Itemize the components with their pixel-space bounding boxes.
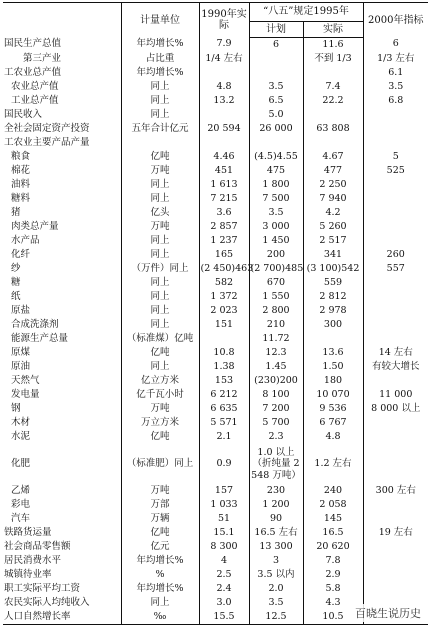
row-unit: 同上 xyxy=(121,318,199,332)
row-item-name: 水泥 xyxy=(3,430,121,444)
row-1990-actual: 2.4 xyxy=(199,582,249,596)
row-item-name: 化肥 xyxy=(3,444,121,484)
row-1995-actual: 240 xyxy=(303,484,363,498)
table-row xyxy=(3,276,428,290)
row-1990-actual: 1 237 xyxy=(199,234,249,248)
row-1990-actual: 3.0 xyxy=(199,596,249,610)
table-row xyxy=(3,66,428,80)
row-item-name: 汽车 xyxy=(3,512,121,526)
row-item-name: 农业总产值 xyxy=(3,80,121,94)
row-1995-plan: 3.5 以内 xyxy=(249,568,303,582)
row-unit: 亿吨 xyxy=(121,430,199,444)
row-1995-plan: 3.5 xyxy=(249,206,303,220)
row-1995-actual: 11.6 xyxy=(303,38,363,53)
row-item-name: 能源生产总量 xyxy=(3,332,121,346)
row-unit: 同上 xyxy=(121,290,199,304)
header-actual: 实际 xyxy=(303,22,363,38)
row-item-name: 工农业主要产品产量 xyxy=(3,136,121,150)
table-row xyxy=(3,122,428,136)
row-1990-actual: 1 372 xyxy=(199,290,249,304)
table-row xyxy=(3,346,428,360)
row-1990-actual: 7 215 xyxy=(199,192,249,206)
row-unit: 亿千瓦小时 xyxy=(121,388,199,402)
table-row xyxy=(3,38,428,53)
row-item-name: 彩电 xyxy=(3,498,121,512)
row-1995-actual: 2 058 xyxy=(303,498,363,512)
table-row xyxy=(3,498,428,512)
row-1990-actual: 13.2 xyxy=(199,94,249,108)
row-1995-plan xyxy=(249,136,303,150)
table-row xyxy=(3,206,428,220)
row-unit: 万辆 xyxy=(121,512,199,526)
row-1995-actual: (3 100)542 xyxy=(303,262,363,276)
row-2000-target xyxy=(363,122,428,136)
table-row xyxy=(3,512,428,526)
row-1995-plan xyxy=(249,66,303,80)
row-1995-plan: 2 800 xyxy=(249,304,303,318)
row-1995-actual xyxy=(303,136,363,150)
row-1990-actual: 153 xyxy=(199,374,249,388)
row-unit: 同上 xyxy=(121,304,199,318)
table-row xyxy=(3,136,428,150)
row-2000-target: 1/3 左右 xyxy=(377,52,415,64)
row-1990-actual: 4.46 xyxy=(199,150,249,164)
row-unit: 亿头 xyxy=(121,206,199,220)
row-1995-actual: 2.9 xyxy=(303,568,363,582)
row-item-name: 国民生产总值 xyxy=(3,38,121,53)
row-2000-target xyxy=(363,108,428,122)
row-1995-plan: (4.5)4.55 xyxy=(249,150,303,164)
row-1995-plan: 5.0 xyxy=(249,108,303,122)
row-item-name: 水产品 xyxy=(3,234,121,248)
row-1995-actual: 4.67 xyxy=(303,150,363,164)
header-plan: 计划 xyxy=(249,22,303,38)
row-unit: 年均增长% xyxy=(121,38,199,53)
row-item-name: 原油 xyxy=(3,360,121,374)
row-1995-plan: 11.72 xyxy=(249,332,303,346)
row-1990-actual xyxy=(199,108,249,122)
row-unit: （标准肥）同上 xyxy=(121,444,199,484)
row-item-name: 钢 xyxy=(3,402,121,416)
row-1995-plan: 3 xyxy=(249,554,303,568)
row-1995-plan: 200 xyxy=(249,248,303,262)
row-unit: 亿吨 xyxy=(121,526,199,540)
row-2000-target xyxy=(363,234,428,248)
row-1995-plan: 13 300 xyxy=(249,540,303,554)
table-row xyxy=(3,430,428,444)
row-1995-actual: 不到 1/3 xyxy=(303,52,363,66)
row-1990-actual: 2 857 xyxy=(199,220,249,234)
row-1990-actual: 51 xyxy=(199,512,249,526)
row-unit: 万吨 xyxy=(121,484,199,498)
row-2000-target: 11 000 xyxy=(379,388,413,400)
row-1990-actual: 6 212 xyxy=(199,388,249,402)
row-1995-actual: 2 812 xyxy=(303,290,363,304)
row-1995-plan: 8 100 xyxy=(249,388,303,402)
row-1990-actual: 20 594 xyxy=(199,122,249,136)
row-2000-target: 300 左右 xyxy=(375,484,416,496)
table-row xyxy=(3,568,428,582)
row-1995-actual xyxy=(303,66,363,80)
row-unit: 同上 xyxy=(121,360,199,374)
row-1995-actual: 16.5 xyxy=(303,526,363,540)
header-unit: 计量单位 xyxy=(121,3,199,38)
row-2000-target xyxy=(363,304,428,318)
row-unit: 亿元 xyxy=(121,540,199,554)
table-row xyxy=(3,318,428,332)
row-2000-target: 6.1 xyxy=(388,66,404,78)
table-row xyxy=(3,540,428,554)
row-1995-actual: 7.8 xyxy=(303,554,363,568)
table-row xyxy=(3,332,428,346)
row-unit: 五年合计亿元 xyxy=(121,122,199,136)
row-1990-actual: 451 xyxy=(199,164,249,178)
row-item-name: 工业总产值 xyxy=(3,94,121,108)
row-1990-actual xyxy=(199,66,249,80)
row-unit: % xyxy=(121,568,199,582)
row-1995-actual: 4.8 xyxy=(303,430,363,444)
row-1990-actual: 1.38 xyxy=(199,360,249,374)
row-unit: 年均增长% xyxy=(121,66,199,80)
row-1995-actual: 300 xyxy=(303,318,363,332)
row-item-name: 木材 xyxy=(3,416,121,430)
table-body xyxy=(3,38,428,625)
row-1995-plan: 3.5 xyxy=(249,596,303,610)
row-unit: 万吨 xyxy=(121,402,199,416)
row-item-name: 发电量 xyxy=(3,388,121,402)
row-2000-target xyxy=(363,220,428,234)
row-item-name: 社会商品零售额 xyxy=(3,540,121,554)
row-1990-actual: 165 xyxy=(199,248,249,262)
table-row xyxy=(3,484,428,498)
row-2000-target xyxy=(363,136,428,150)
row-1995-plan: 7 500 xyxy=(249,192,303,206)
row-item-name: 工农业总产值 xyxy=(3,66,121,80)
row-unit: 同上 xyxy=(121,234,199,248)
row-item-name: 原盐 xyxy=(3,304,121,318)
row-1995-actual: 4.2 xyxy=(303,206,363,220)
table-row xyxy=(3,234,428,248)
row-item-name: 原煤 xyxy=(3,346,121,360)
table-row xyxy=(3,52,428,66)
data-table-sheet xyxy=(3,2,428,625)
watermark: 百晓生说历史 xyxy=(352,604,424,622)
row-item-name: 化纤 xyxy=(3,248,121,262)
row-1995-actual: 180 xyxy=(303,374,363,388)
row-item-name: 铁路货运量 xyxy=(3,526,121,540)
row-1995-actual xyxy=(303,332,363,346)
row-1990-actual: 1/4 左右 xyxy=(199,52,249,66)
economic-indicators-table xyxy=(3,2,428,625)
table-row xyxy=(3,360,428,374)
table-row xyxy=(3,444,428,484)
row-1995-plan: 16.5 左右 xyxy=(249,526,303,540)
table-row xyxy=(3,178,428,192)
table-row xyxy=(3,80,428,94)
row-unit: （万件）同上 xyxy=(121,262,199,276)
row-item-name: 糖 xyxy=(3,276,121,290)
table-row xyxy=(3,290,428,304)
row-2000-target: 14 左右 xyxy=(378,346,413,358)
row-1995-actual: 2 250 xyxy=(303,178,363,192)
row-item-name: 全社会固定资产投资 xyxy=(3,122,121,136)
row-1995-actual: 559 xyxy=(303,276,363,290)
row-1990-actual: 582 xyxy=(199,276,249,290)
row-item-name: 天然气 xyxy=(3,374,121,388)
row-1995-plan: 12.3 xyxy=(249,346,303,360)
row-1990-actual: 10.8 xyxy=(199,346,249,360)
row-2000-target xyxy=(363,290,428,304)
table-row xyxy=(3,108,428,122)
row-1995-actual: 2 978 xyxy=(303,304,363,318)
row-1995-plan: 670 xyxy=(249,276,303,290)
table-row xyxy=(3,220,428,234)
row-unit: 同上 xyxy=(121,596,199,610)
row-unit: 同上 xyxy=(121,276,199,290)
row-1995-actual: 9 536 xyxy=(303,402,363,416)
row-1995-actual: 477 xyxy=(303,164,363,178)
row-1995-actual: 6 767 xyxy=(303,416,363,430)
row-1990-actual: 4.8 xyxy=(199,80,249,94)
row-1990-actual: 8 300 xyxy=(199,540,249,554)
row-unit: 万吨 xyxy=(121,164,199,178)
row-unit: 同上 xyxy=(121,248,199,262)
row-unit: 同上 xyxy=(121,178,199,192)
row-unit: 万立方米 xyxy=(121,416,199,430)
row-1995-actual: 1.50 xyxy=(303,360,363,374)
row-unit: 占比重 xyxy=(121,52,199,66)
row-item-name: 合成洗涤剂 xyxy=(3,318,121,332)
row-1995-plan: 3.5 xyxy=(249,80,303,94)
row-item-name: 人口自然增长率 xyxy=(3,610,121,625)
table-row xyxy=(3,402,428,416)
row-1995-plan: 1 200 xyxy=(249,498,303,512)
row-2000-target: 5 xyxy=(392,150,399,162)
row-unit: （标准煤）亿吨 xyxy=(121,332,199,346)
row-1990-actual: 7.9 xyxy=(199,38,249,53)
row-1995-plan: 230 xyxy=(249,484,303,498)
table-row xyxy=(3,150,428,164)
row-2000-target: 19 左右 xyxy=(378,526,413,538)
row-1995-plan: (230)200 xyxy=(249,374,303,388)
row-2000-target xyxy=(363,568,428,582)
row-1995-plan: 1.0 以上 （折纯量 2 548 万吨） xyxy=(249,444,303,484)
row-2000-target: 557 xyxy=(386,262,405,274)
row-1990-actual: 1 613 xyxy=(199,178,249,192)
row-2000-target xyxy=(363,206,428,220)
row-1990-actual: 1 033 xyxy=(199,498,249,512)
row-1995-plan: 1 800 xyxy=(249,178,303,192)
row-1995-actual: 22.2 xyxy=(303,94,363,108)
row-2000-target xyxy=(363,554,428,568)
row-1990-actual: 2.5 xyxy=(199,568,249,582)
row-1995-actual: 20 620 xyxy=(303,540,363,554)
row-1990-actual: 6 635 xyxy=(199,402,249,416)
row-1995-actual: 7.4 xyxy=(303,80,363,94)
row-item-name: 乙烯 xyxy=(3,484,121,498)
row-1995-plan: 2.0 xyxy=(249,582,303,596)
table-row xyxy=(3,416,428,430)
table-row xyxy=(3,304,428,318)
table-row xyxy=(3,554,428,568)
row-unit: 同上 xyxy=(121,80,199,94)
row-2000-target xyxy=(363,582,428,596)
table-row xyxy=(3,164,428,178)
row-1995-actual: 10 070 xyxy=(303,388,363,402)
row-1995-plan: 5 700 xyxy=(249,416,303,430)
row-1995-actual: 4.3 xyxy=(303,596,363,610)
row-2000-target xyxy=(363,374,428,388)
row-item-name: 纸 xyxy=(3,290,121,304)
row-1995-plan: 1 450 xyxy=(249,234,303,248)
row-2000-target: 260 xyxy=(386,248,405,260)
row-1990-actual xyxy=(199,136,249,150)
row-2000-target xyxy=(363,178,428,192)
row-1990-actual: 0.9 xyxy=(199,444,249,484)
row-2000-target xyxy=(363,276,428,290)
row-1995-plan: 475 xyxy=(249,164,303,178)
row-1995-plan: 3 000 xyxy=(249,220,303,234)
row-item-name: 肉类总产量 xyxy=(3,220,121,234)
row-unit: 万吨 xyxy=(121,220,199,234)
row-2000-target: 6 xyxy=(392,38,399,50)
row-unit: 同上 xyxy=(121,108,199,122)
header-plan-1995: “八五”规定1995年 xyxy=(249,3,363,22)
row-2000-target xyxy=(363,540,428,554)
row-2000-target xyxy=(363,444,428,484)
row-item-name: 农民实际人均纯收入 xyxy=(3,596,121,610)
header-1990-actual: 1990年实际 xyxy=(199,3,249,38)
row-item-name: 棉花 xyxy=(3,164,121,178)
row-unit: 亿吨 xyxy=(121,150,199,164)
row-unit: 亿吨 xyxy=(121,346,199,360)
row-item-name: 猪 xyxy=(3,206,121,220)
row-2000-target xyxy=(363,332,428,346)
row-1990-actual: 15.1 xyxy=(199,526,249,540)
row-1995-actual xyxy=(303,108,363,122)
row-1995-plan: 7 200 xyxy=(249,402,303,416)
row-2000-target: 有较大增长 xyxy=(371,360,420,372)
row-2000-target xyxy=(363,192,428,206)
row-1995-actual: 145 xyxy=(303,512,363,526)
row-item-name: 第三产业 xyxy=(3,52,121,66)
row-2000-target: 8 000 以上 xyxy=(371,402,421,414)
row-1995-actual: 10.5 xyxy=(303,610,363,625)
row-1995-plan: 210 xyxy=(249,318,303,332)
row-item-name: 城镇待业率 xyxy=(3,568,121,582)
row-item-name: 糖料 xyxy=(3,192,121,206)
table-row xyxy=(3,526,428,540)
row-1995-actual: 1.2 左右 xyxy=(303,444,363,484)
row-unit: 同上 xyxy=(121,94,199,108)
row-2000-target xyxy=(363,318,428,332)
row-1990-actual: 15.5 xyxy=(199,610,249,625)
row-1990-actual: 3.6 xyxy=(199,206,249,220)
row-2000-target: 525 xyxy=(386,164,405,176)
row-1995-actual: 341 xyxy=(303,248,363,262)
row-1995-plan: 6.5 xyxy=(249,94,303,108)
row-2000-target: 6.8 xyxy=(388,94,404,106)
row-2000-target xyxy=(363,416,428,430)
header-item xyxy=(3,3,121,38)
row-unit: 万部 xyxy=(121,498,199,512)
row-unit: 年均增长% xyxy=(121,582,199,596)
row-1990-actual: 2.1 xyxy=(199,430,249,444)
row-1995-actual: 2 517 xyxy=(303,234,363,248)
table-row xyxy=(3,94,428,108)
row-1990-actual: 4 xyxy=(199,554,249,568)
table-row xyxy=(3,388,428,402)
row-unit: 亿立方米 xyxy=(121,374,199,388)
row-1990-actual xyxy=(199,332,249,346)
row-1990-actual: (2 450)463 xyxy=(199,262,249,276)
row-1990-actual: 5 571 xyxy=(199,416,249,430)
row-1995-plan: 6 xyxy=(249,38,303,53)
row-unit: ‰ xyxy=(121,610,199,625)
row-item-name: 国民收入 xyxy=(3,108,121,122)
row-1995-plan: 1.45 xyxy=(249,360,303,374)
row-1995-actual: 5 260 xyxy=(303,220,363,234)
row-1990-actual: 2 023 xyxy=(199,304,249,318)
row-item-name: 居民消费水平 xyxy=(3,554,121,568)
row-1995-plan: 90 xyxy=(249,512,303,526)
header-2000-target: 2000年指标 xyxy=(363,3,428,38)
table-row xyxy=(3,582,428,596)
table-row xyxy=(3,262,428,276)
row-item-name: 纱 xyxy=(3,262,121,276)
row-item-name: 粮食 xyxy=(3,150,121,164)
row-1995-plan: 2.3 xyxy=(249,430,303,444)
row-2000-target: 3.5 xyxy=(388,80,404,92)
row-unit xyxy=(121,136,199,150)
row-1995-actual: 5.8 xyxy=(303,582,363,596)
row-1995-actual: 7 940 xyxy=(303,192,363,206)
row-2000-target xyxy=(363,498,428,512)
table-row xyxy=(3,374,428,388)
row-1990-actual: 151 xyxy=(199,318,249,332)
row-1990-actual: 157 xyxy=(199,484,249,498)
row-2000-target xyxy=(363,430,428,444)
row-1995-actual: 13.6 xyxy=(303,346,363,360)
row-2000-target xyxy=(363,512,428,526)
row-unit: 同上 xyxy=(121,192,199,206)
row-1995-plan: 12.5 xyxy=(249,610,303,625)
row-1995-actual: 63 808 xyxy=(303,122,363,136)
table-row xyxy=(3,192,428,206)
table-row xyxy=(3,248,428,262)
row-1995-plan: (2 700)485 xyxy=(249,262,303,276)
row-item-name: 油料 xyxy=(3,178,121,192)
row-unit: 年均增长% xyxy=(121,554,199,568)
row-1995-plan: 1 550 xyxy=(249,290,303,304)
row-item-name: 职工实际平均工资 xyxy=(3,582,121,596)
row-1995-plan xyxy=(249,52,303,66)
row-1995-plan: 26 000 xyxy=(249,122,303,136)
